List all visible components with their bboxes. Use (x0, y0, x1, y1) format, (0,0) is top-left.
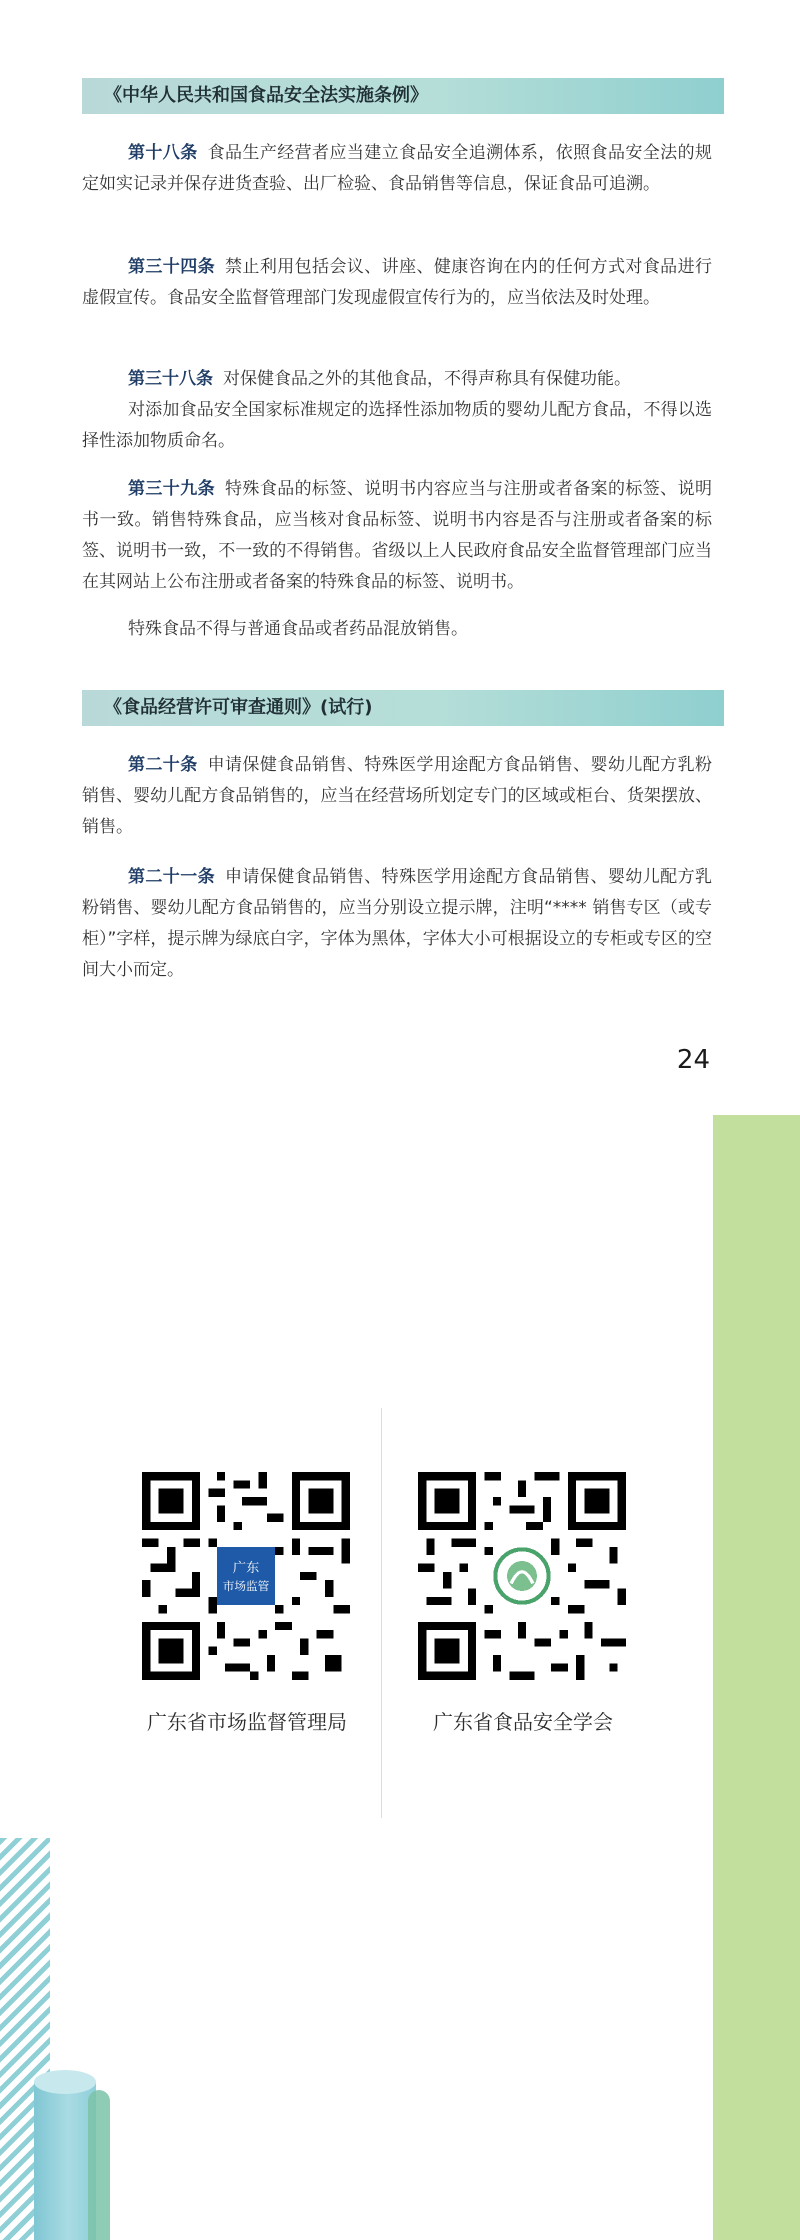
section-title: 《食品经营许可审查通则》(试行) (104, 697, 373, 718)
decorative-cylinder-top (34, 2070, 96, 2094)
section-header-licensing-rules (82, 690, 724, 726)
article-38 (82, 364, 712, 395)
article-text: 禁止利用包括会议、讲座、健康咨询在内的任何方式对食品进行虚假宣传。食品安全监督管理部门发现虚假宣传行为的，应当依法及时处理。 (82, 257, 712, 308)
qr-label: 广东省食品安全学会 (433, 1710, 613, 1734)
article-38-paragraph-2 (82, 395, 712, 457)
article-34 (82, 252, 712, 314)
article-number: 第三十八条 (128, 369, 213, 389)
article-number: 第三十九条 (128, 479, 216, 499)
qr-label: 广东省市场监督管理局 (147, 1710, 347, 1734)
qr-block-market-regulation (142, 1472, 352, 1735)
article-text: 申请保健食品销售、特殊医学用途配方食品销售、婴幼儿配方乳粉销售、婴幼儿配方食品销售的，应当在经营场所划定专门的区域或柜台、货架摆放、销售。 (82, 755, 712, 837)
article-text: 申请保健食品销售、特殊医学用途配方食品销售、婴幼儿配方乳粉销售、婴幼儿配方食品销售的，应当分别设立提示牌，注明“**** 销售专区（或专柜）”字样，提示牌为绿底白字，字体为黑体，字体大小可根据设立的专柜或专区的空间大小而定。 (82, 867, 712, 980)
article-39-paragraph-2 (82, 614, 712, 645)
section-title: 《中华人民共和国食品安全法实施条例》 (104, 85, 428, 106)
article-number: 第二十一条 (128, 867, 216, 887)
article-number: 第二十条 (128, 755, 198, 775)
qr-block-food-safety-society (418, 1472, 628, 1735)
decorative-cylinder (34, 2082, 96, 2240)
article-text: 对保健食品之外的其他食品，不得声称具有保健功能。 (223, 369, 631, 389)
qr-logo-text: 市场监管 (222, 1579, 270, 1594)
page-number: 24 (676, 1045, 710, 1075)
qr-logo-text: 广东 (232, 1560, 260, 1576)
article-text: 食品生产经营者应当建立食品安全追溯体系，依照食品安全法的规定如实记录并保存进货查验、出厂检验、食品销售等信息，保证食品可追溯。 (82, 143, 712, 194)
article-text: 特殊食品的标签、说明书内容应当与注册或者备案的标签、说明书一致。销售特殊食品，应当核对食品标签、说明书内容是否与注册或者备案的标签、说明书一致，不一致的不得销售。省级以上人民政府食品安全监督管理部门应当在其网站上公布注册或者备案的特殊食品的标签、说明书。 (82, 479, 712, 592)
article-number: 第十八条 (128, 143, 198, 163)
article-number: 第三十四条 (128, 257, 216, 277)
qr-code-food-safety-society[interactable] (418, 1472, 626, 1680)
qr-divider (381, 1408, 382, 1818)
article-20 (82, 750, 712, 843)
article-18 (82, 138, 712, 200)
decorative-green-shape (88, 2090, 110, 2240)
qr-code-market-regulation[interactable] (142, 1472, 350, 1680)
article-21 (82, 862, 712, 986)
article-39 (82, 474, 712, 598)
section-header-food-safety-regulations (82, 78, 724, 114)
decorative-green-strip (713, 1115, 800, 2240)
article-text: 特殊食品不得与普通食品或者药品混放销售。 (128, 619, 468, 639)
article-text: 对添加食品安全国家标准规定的选择性添加物质的婴幼儿配方食品，不得以选择性添加物质命名。 (82, 400, 712, 451)
